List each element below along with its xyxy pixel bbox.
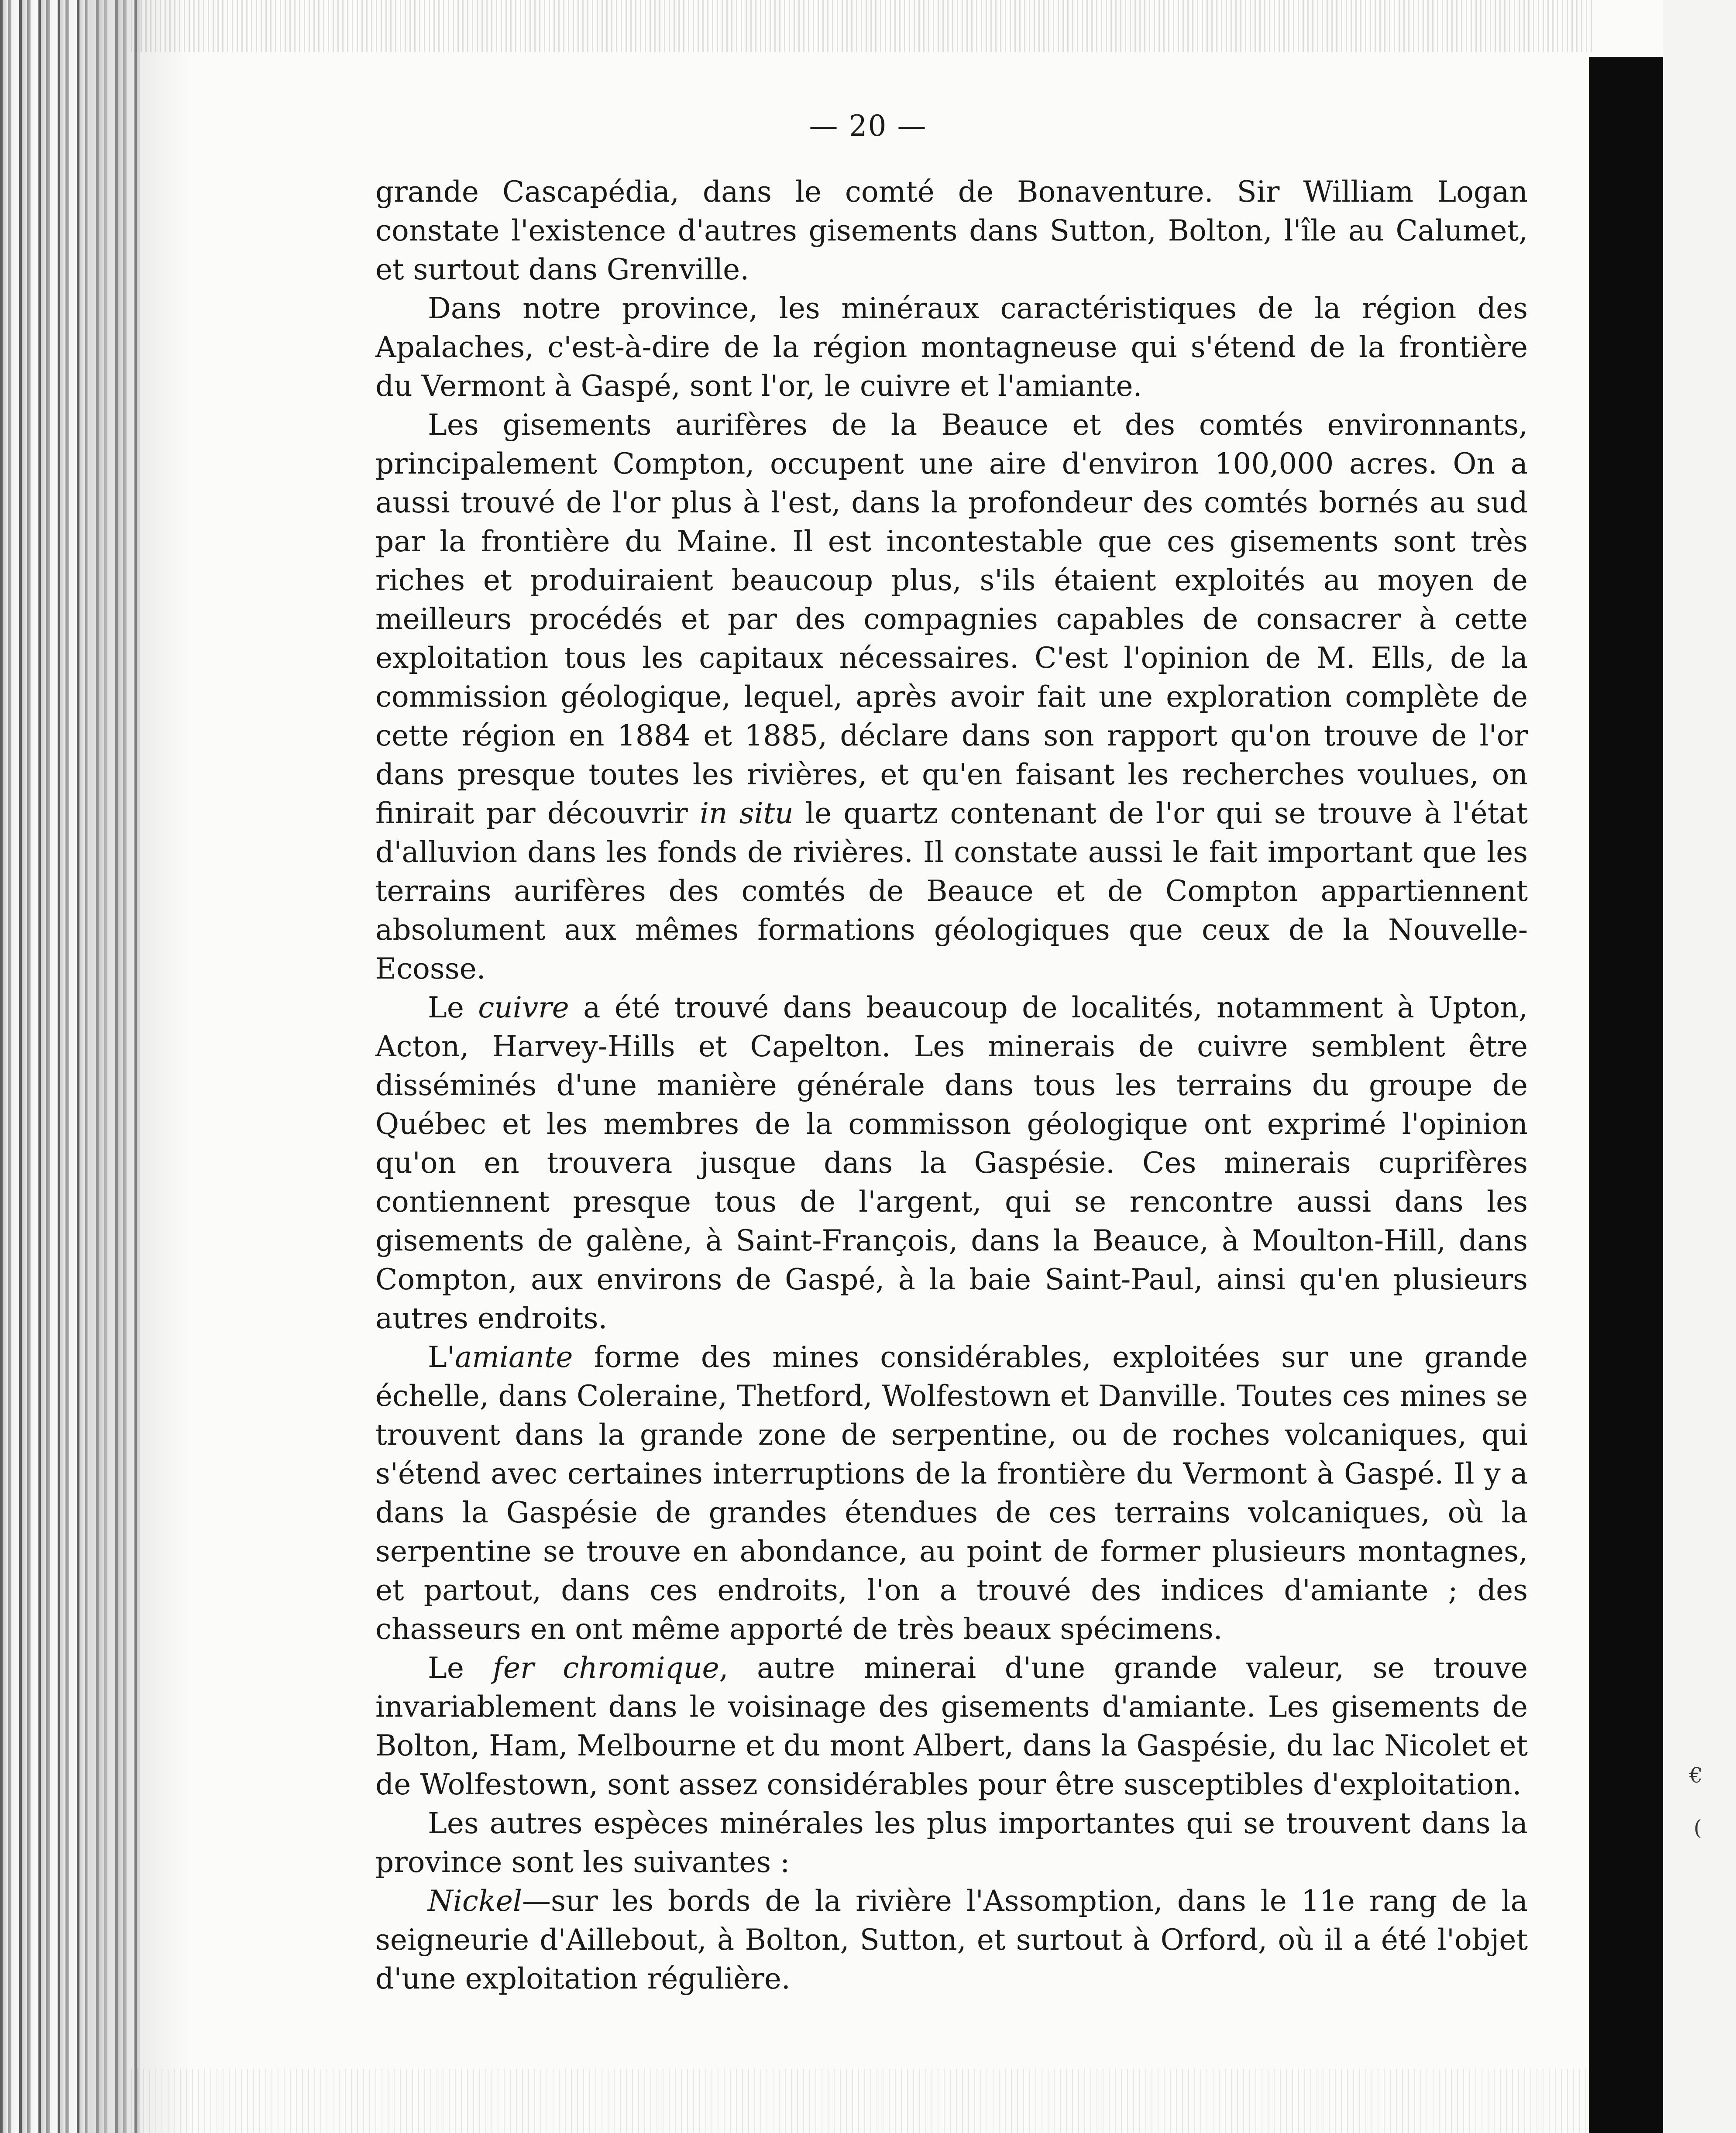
paragraph — [375, 289, 1528, 405]
scan-noise-bottom — [131, 2069, 1593, 2133]
italic-text-run: in situ — [699, 797, 794, 830]
text-run: Les autres espèces minérales les plus importantes qui se trouvent dans la province sont les suivantes : — [375, 1807, 1528, 1879]
paragraph — [375, 1649, 1528, 1804]
text-run: , autre minerai d'une grande valeur, se trouve invariablement dans le voisinage des gisements d'amiante. Les gisements de Bolton, Ham, Melbourne et du mont Albert, dans la Gaspésie, du lac Nicolet et de Wolfestown, sont assez considérables pour être susceptibles d'exploitation. — [375, 1651, 1528, 1801]
italic-text-run: fer chromique — [492, 1651, 719, 1685]
text-run: forme des mines considérables, exploitées sur une grande échelle, dans Coleraine, Thetford, Wolfestown et Danville. Toutes ces mines se trouvent dans la grande zone de serpentine, ou de roches volcaniques, qui s'étend avec certaines interruptions de la frontière du Vermont à Gaspé. Il y a dans la Gaspésie de grandes étendues de ces terrains volcaniques, où la serpentine se trouve en abondance, au point de former plusieurs montagnes, et partout, dans ces endroits, l'on a trouvé des indices d'amiante ; des chasseurs en ont même apporté de très beaux spécimens. — [375, 1340, 1528, 1646]
text-run: a été trouvé dans beaucoup de localités, notamment à Upton, Acton, Harvey-Hills et Capelton. Les minerais de cuivre semblent être disséminés d'une manière générale dans tous les terrains du groupe de Québec et les membres de la commisson géologique ont exprimé l'opinion qu'on en trouvera jusque dans la Gaspésie. Ces minerais cuprifères contiennent presque tous de l'argent, qui se rencontre aussi dans les gisements de galène, à Saint-François, dans la Beauce, à Moulton-Hill, dans Compton, aux environs de Gaspé, à la baie Saint-Paul, ainsi qu'en plusieurs autres endroits. — [375, 991, 1528, 1335]
paragraph — [375, 1882, 1528, 1998]
text-run: —sur les bords de la rivière l'Assomption, dans le 11e rang de la seigneurie d'Aillebout, à Bolton, Sutton, et surtout à Orford, où il a été l'objet d'une exploitation régulière. — [375, 1884, 1528, 1996]
text-run: Le — [428, 1651, 493, 1685]
text-run: grande Cascapédia, dans le comté de Bonaventure. Sir William Logan constate l'existence d'autres gisements dans Sutton, Bolton, l'île au Calumet, et surtout dans Grenville. — [375, 175, 1528, 286]
scan-black-edge — [1589, 57, 1663, 2133]
paragraph — [375, 1338, 1528, 1649]
text-run: Le — [428, 991, 478, 1024]
paragraph — [375, 405, 1528, 988]
text-run: Les gisements aurifères de la Beauce et des comtés environnants, principalement Compton, occupent une aire d'environ 100,000 acres. On a aussi trouvé de l'or plus à l'est, dans la profondeur des comtés bornés au sud par la frontière du Maine. Il est incontestable que ces gisements sont très riches et produiraient beaucoup plus, s'ils étaient exploités au moyen de meilleurs procédés et par des compagnies capables de consacrer à cette exploitation tous les capitaux nécessaires. C'est l'opinion de M. Ells, de la commission géologique, lequel, après avoir fait une exploration complète de cette région en 1884 et 1885, déclare dans son rapport qu'on trouve de l'or dans presque toutes les rivières, et qu'en faisant les recherches voulues, on finirait par découvrir — [375, 408, 1528, 830]
italic-text-run: Nickel — [428, 1884, 522, 1918]
page-number: — 20 — — [809, 109, 927, 143]
binding-shadow — [87, 0, 192, 2133]
paragraph — [375, 1804, 1528, 1882]
text-run: le quartz contenant de l'or qui se trouve à l'état d'alluvion dans les fonds de rivières. Il constate aussi le fait important que les terrains aurifères des comtés de Beauce et de Compton appartiennent absolument aux mêmes formations géologiques que ceux de la Nouvelle-Ecosse. — [375, 797, 1528, 986]
paragraph — [375, 172, 1528, 289]
text-run: Dans notre province, les minéraux caractéristiques de la région des Apalaches, c'est-à-dire de la région montagneuse qui s'étend de la frontière du Vermont à Gaspé, sont l'or, le cuivre et l'amiante. — [375, 292, 1528, 403]
italic-text-run: amiante — [454, 1340, 573, 1374]
right-margin — [1663, 0, 1736, 2133]
scan-noise-top — [131, 0, 1593, 52]
margin-mark: € — [1689, 1763, 1703, 1788]
italic-text-run: cuivre — [478, 991, 569, 1024]
body-text — [375, 172, 1528, 1998]
margin-mark: ( — [1694, 1816, 1702, 1840]
paragraph — [375, 988, 1528, 1338]
text-run: L' — [428, 1340, 455, 1374]
